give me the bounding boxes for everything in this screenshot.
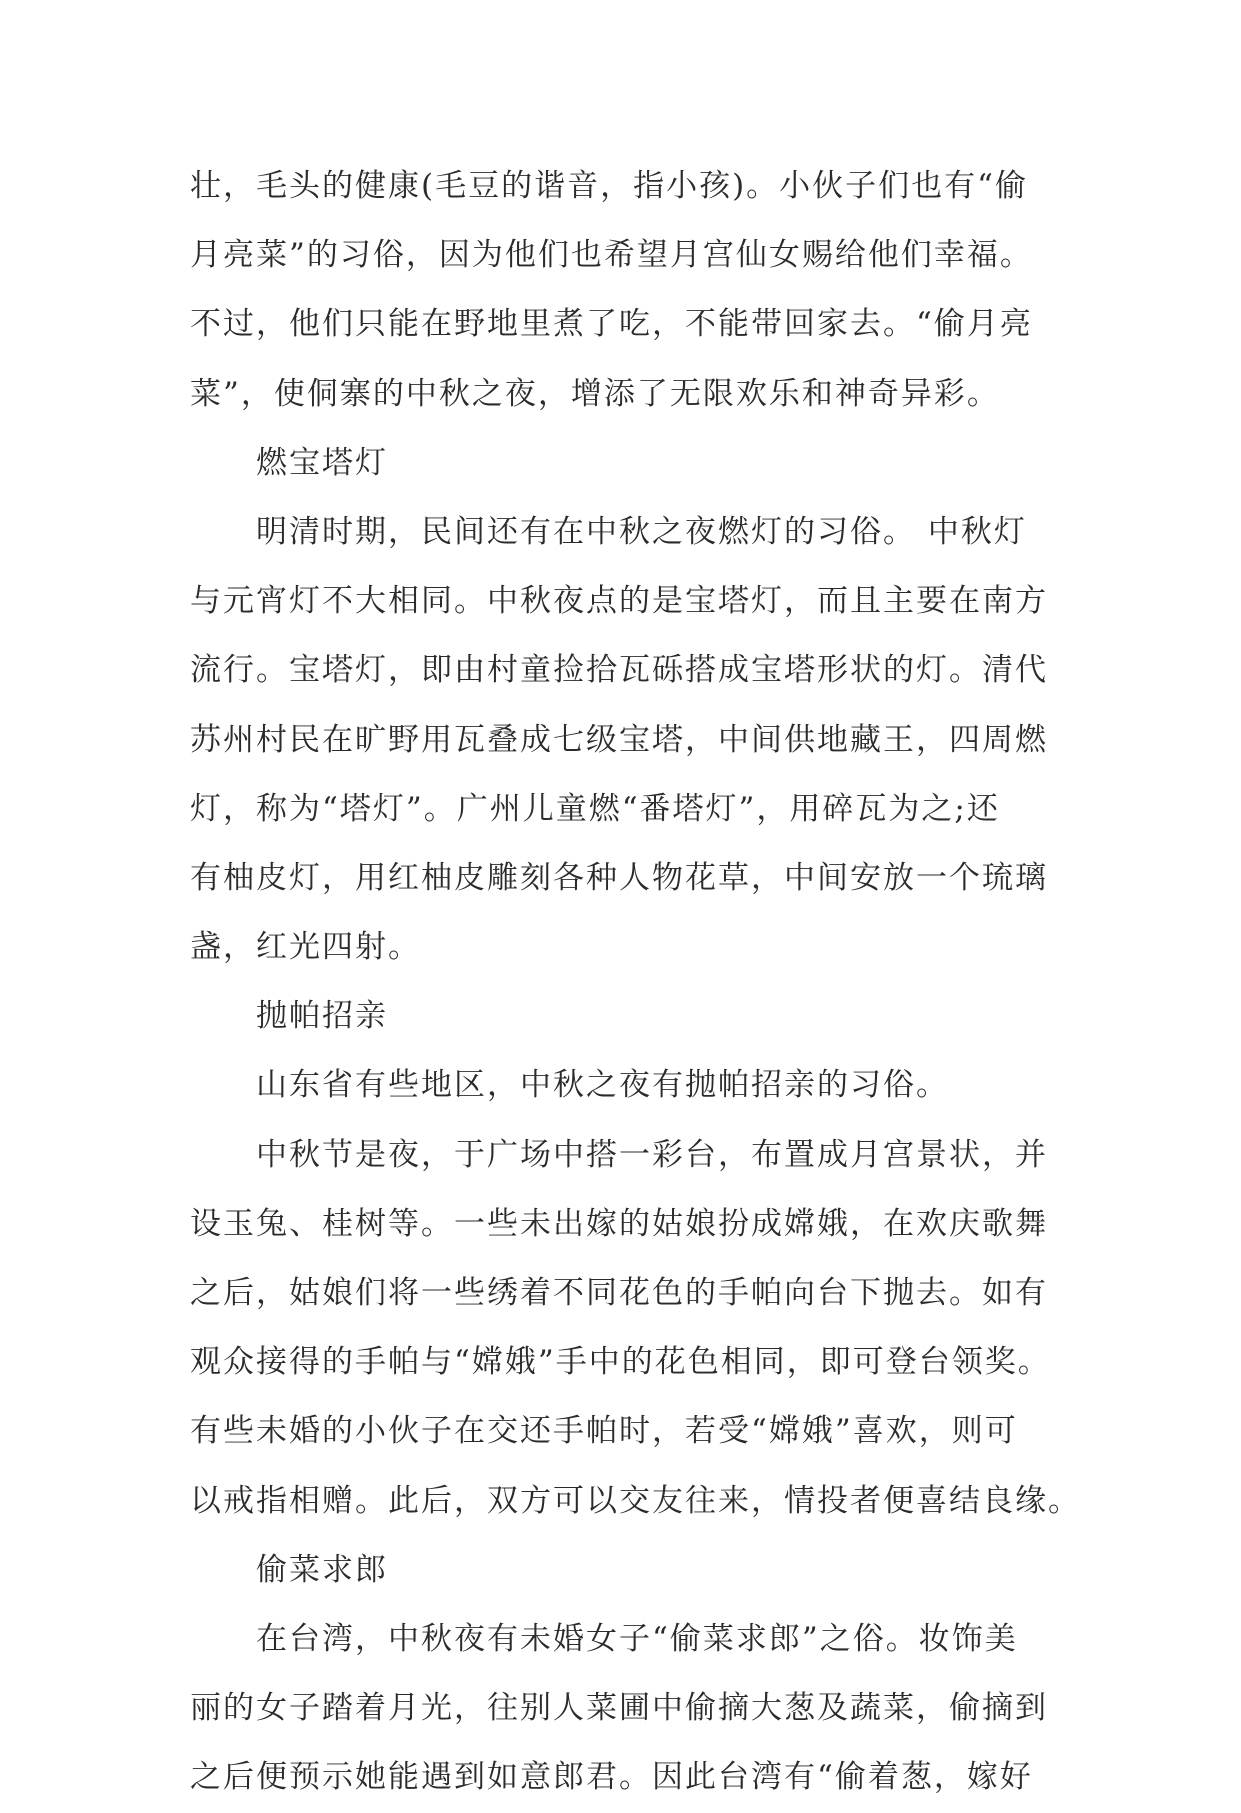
text-line: 与元宵灯不大相同。中秋夜点的是宝塔灯，而且主要在南方 [190,583,1048,620]
text-line: 不过，他们只能在野地里煮了吃，不能带回家去。“偷月亮 [190,306,1033,343]
text-line: 壮，毛头的健康(毛豆的谐音，指小孩)。小伙子们也有“偷 [190,168,1029,204]
paragraph-first-line: 山东省有些地区，中秋之夜有抛帕招亲的习俗。 [256,1067,949,1104]
section-heading: 抛帕招亲 [256,998,388,1035]
text-line: 之后便预示她能遇到如意郎君。因此台湾有“偷着葱，嫁好 [190,1759,1033,1796]
body-text [190,152,1081,1813]
section-heading: 偷菜求郎 [256,1551,388,1588]
text-line: 月亮菜”的习俗，因为他们也希望月宫仙女赐给他们幸福。 [190,237,1033,274]
paragraph-first-line: 中秋节是夜，于广场中搭一彩台，布置成月宫景状，并 [256,1136,1048,1173]
text-line: 观众接得的手帕与“嫦娥”手中的花色相同，即可登台领奖。 [190,1344,1051,1381]
text-line: 设玉兔、桂树等。一些未出嫁的姑娘扮成嫦娥，在欢庆歌舞 [190,1205,1048,1242]
paragraph-first-line: 明清时期，民间还有在中秋之夜燃灯的习俗。 中秋灯 [256,513,1027,550]
text-line: 苏州村民在旷野用瓦叠成七级宝塔，中间供地藏王，四周燃 [190,721,1048,758]
text-line: 以戒指相赠。此后，双方可以交友往来，情投者便喜结良缘。 [190,1482,1081,1519]
text-line: 灯，称为“塔灯”。广州儿童燃“番塔灯”，用碎瓦为之;还 [190,790,1000,827]
text-line: 有柚皮灯，用红柚皮雕刻各种人物花草，中间安放一个琉璃 [190,859,1048,896]
text-line: 菜”，使侗寨的中秋之夜，增添了无限欢乐和神奇异彩。 [190,375,1000,412]
text-line: 之后，姑娘们将一些绣着不同花色的手帕向台下抛去。如有 [190,1275,1048,1311]
section-heading: 燃宝塔灯 [256,444,388,481]
text-line: 盏，红光四射。 [190,929,421,966]
paragraph-first-line: 在台湾，中秋夜有未婚女子“偷菜求郎”之俗。妆饰美 [256,1620,1018,1657]
text-line: 有些未婚的小伙子在交还手帕时，若受“嫦娥”喜欢，则可 [190,1413,1018,1450]
text-line: 丽的女子踏着月光，往别人菜圃中偷摘大葱及蔬菜，偷摘到 [190,1690,1048,1727]
text-line: 流行。宝塔灯，即由村童捡拾瓦砾搭成宝塔形状的灯。清代 [190,652,1048,689]
